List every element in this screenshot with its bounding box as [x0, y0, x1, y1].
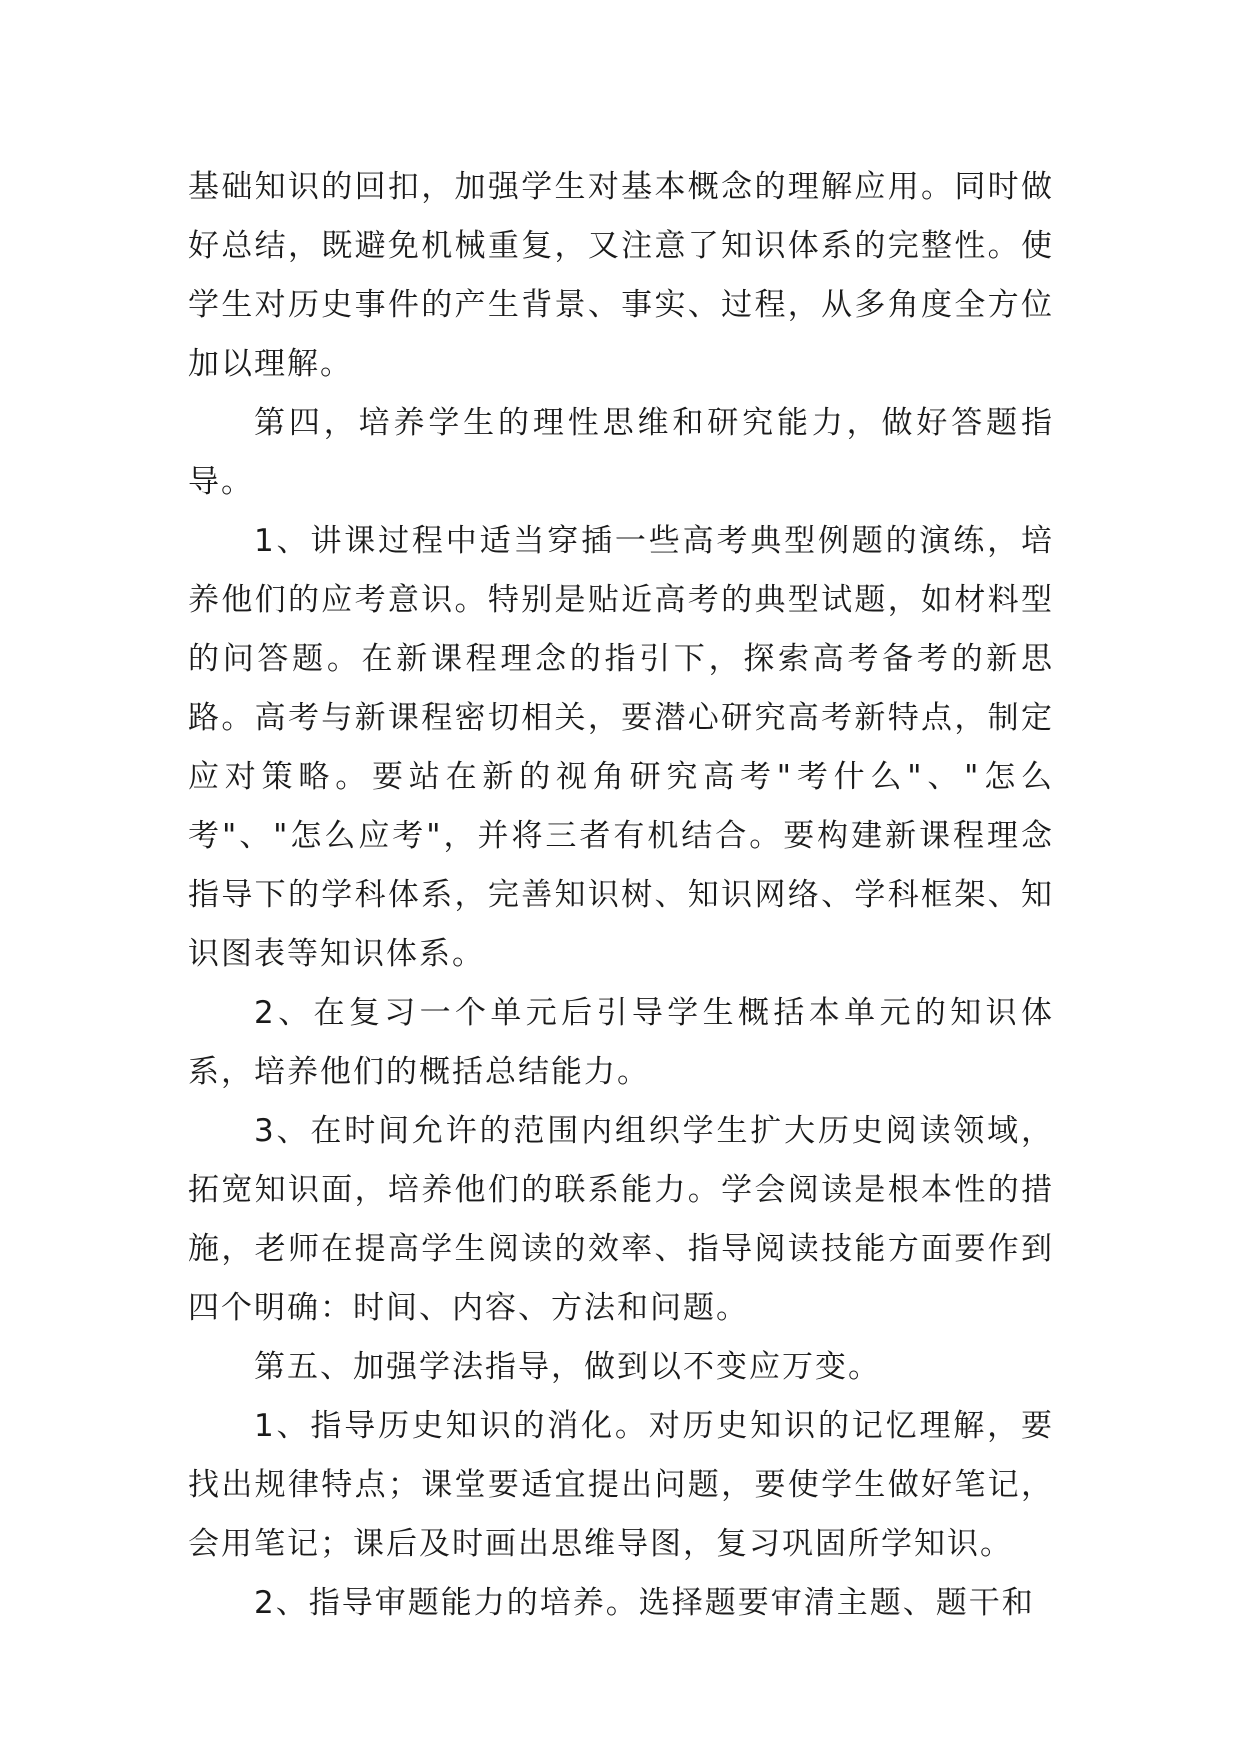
paragraph-fourth-item-1: 1、讲课过程中适当穿插一些高考典型例题的演练，培养他们的应考意识。特别是贴近高考的典型试题，如材料型的问答题。在新课程理念的指引下，探索高考备考的新思路。高考与新课程密切相关，要潜心研究高考新特点，制定应对策略。要站在新的视角研究高考"考什么"、"怎么考"、"怎么应考"，并将三者有机结合。要构建新课程理念指导下的学科体系，完善知识树、知识网络、学科框架、知识图表等知识体系。 [188, 523, 1054, 972]
paragraph-fifth-item-1: 1、指导历史知识的消化。对历史知识的记忆理解，要找出规律特点；课堂要适宜提出问题，要使学生做好笔记，会用笔记；课后及时画出思维导图，复习巩固所学知识。 [188, 1408, 1054, 1562]
paragraph-intro-continuation: 基础知识的回扣，加强学生对基本概念的理解应用。同时做好总结，既避免机械重复，又注意了知识体系的完整性。使学生对历史事件的产生背景、事实、过程，从多角度全方位加以理解。 [188, 169, 1054, 382]
paragraph-fourth-item-2: 2、在复习一个单元后引导学生概括本单元的知识体系，培养他们的概括总结能力。 [188, 995, 1054, 1090]
document-body [188, 158, 1054, 1633]
paragraph-heading-fourth: 第四，培养学生的理性思维和研究能力，做好答题指导。 [188, 405, 1054, 500]
paragraph-fifth-item-2: 2、指导审题能力的培养。选择题要审清主题、题干和 [254, 1585, 1035, 1621]
paragraph-fourth-item-3: 3、在时间允许的范围内组织学生扩大历史阅读领域，拓宽知识面，培养他们的联系能力。学会阅读是根本性的措施，老师在提高学生阅读的效率、指导阅读技能方面要作到四个明确：时间、内容、方法和问题。 [188, 1113, 1054, 1326]
paragraph-heading-fifth: 第五、加强学法指导，做到以不变应万变。 [254, 1349, 881, 1385]
